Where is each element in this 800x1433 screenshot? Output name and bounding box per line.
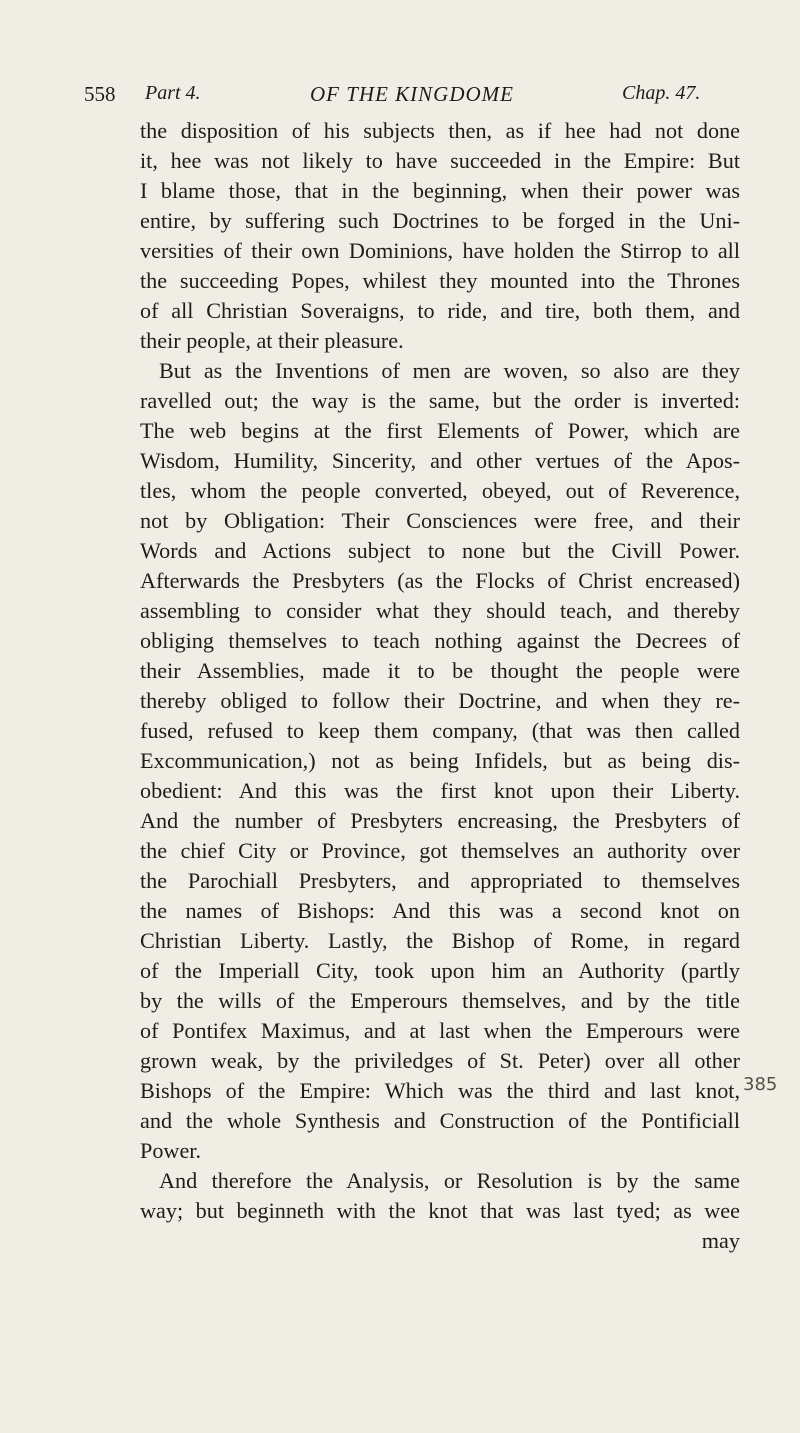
body-text (140, 116, 740, 1256)
text-line: and the whole Synthesis and Construction of the Pontificiall (140, 1108, 740, 1133)
text-line: entire, by suffering such Doctrines to be forged in the Uni- (140, 208, 740, 233)
text-line: their Assemblies, made it to be thought the people were (140, 658, 740, 683)
text-line: ravelled out; the way is the same, but the order is inverted: (140, 388, 740, 413)
text-line: Afterwards the Presbyters (as the Flocks of Christ encreased) (140, 568, 740, 593)
catchword: may (701, 1228, 740, 1253)
text-line: their people, at their pleasure. (140, 328, 404, 353)
text-line: of the Imperiall City, took upon him an Authority (partly (140, 958, 740, 983)
text-line: the chief City or Province, got themselves an authority over (140, 838, 740, 863)
text-line: the succeeding Popes, whilest they mounted into the Thrones (140, 268, 740, 293)
text-line: But as the Inventions of men are woven, so also are they (159, 358, 740, 383)
text-line: grown weak, by the priviledges of St. Peter) over all other (140, 1048, 740, 1073)
text-line: way; but beginneth with the knot that was last tyed; as wee (140, 1198, 740, 1223)
text-line: the names of Bishops: And this was a second knot on (140, 898, 740, 923)
text-line: tles, whom the people converted, obeyed, out of Reverence, (140, 478, 740, 503)
text-line: I blame those, that in the beginning, when their power was (140, 178, 740, 203)
text-line: Excommunication,) not as being Infidels, but as being dis- (140, 748, 740, 773)
text-line: Wisdom, Humility, Sincerity, and other vertues of the Apos- (140, 448, 740, 473)
page-header (0, 82, 800, 114)
text-line: the disposition of his subjects then, as if hee had not done (140, 118, 740, 143)
margin-page-number: 385 (743, 1074, 778, 1095)
text-line: obedient: And this was the first knot upon their Liberty. (140, 778, 740, 803)
text-line: versities of their own Dominions, have holden the Stirrop to all (140, 238, 740, 263)
part-label: Part 4. (145, 82, 201, 104)
text-line: of all Christian Soveraigns, to ride, and tire, both them, and (140, 298, 740, 323)
text-line: the Parochiall Presbyters, and appropriated to themselves (140, 868, 740, 893)
text-line: Bishops of the Empire: Which was the third and last knot, (140, 1078, 740, 1103)
text-line: by the wills of the Emperours themselves, and by the title (140, 988, 740, 1013)
text-line: thereby obliged to follow their Doctrine, and when they re- (140, 688, 740, 713)
text-line: And therefore the Analysis, or Resolution is by the same (159, 1168, 740, 1193)
text-line: assembling to consider what they should teach, and thereby (140, 598, 740, 623)
text-line: Christian Liberty. Lastly, the Bishop of Rome, in regard (140, 928, 740, 953)
text-line: of Pontifex Maximus, and at last when the Emperours were (140, 1018, 740, 1043)
text-line: it, hee was not likely to have succeeded in the Empire: But (140, 148, 740, 173)
text-line: not by Obligation: Their Consciences were free, and their (140, 508, 740, 533)
text-line: fused, refused to keep them company, (that was then called (140, 718, 740, 743)
running-title: OF THE KINGDOME (310, 82, 514, 106)
text-line: Power. (140, 1138, 202, 1163)
page-number: 558 (84, 82, 116, 106)
text-line: obliging themselves to teach nothing against the Decrees of (140, 628, 740, 653)
text-line: The web begins at the first Elements of Power, which are (140, 418, 740, 443)
text-line: And the number of Presbyters encreasing, the Presbyters of (140, 808, 740, 833)
chapter-label: Chap. 47. (622, 82, 701, 104)
text-line: Words and Actions subject to none but the Civill Power. (140, 538, 740, 563)
